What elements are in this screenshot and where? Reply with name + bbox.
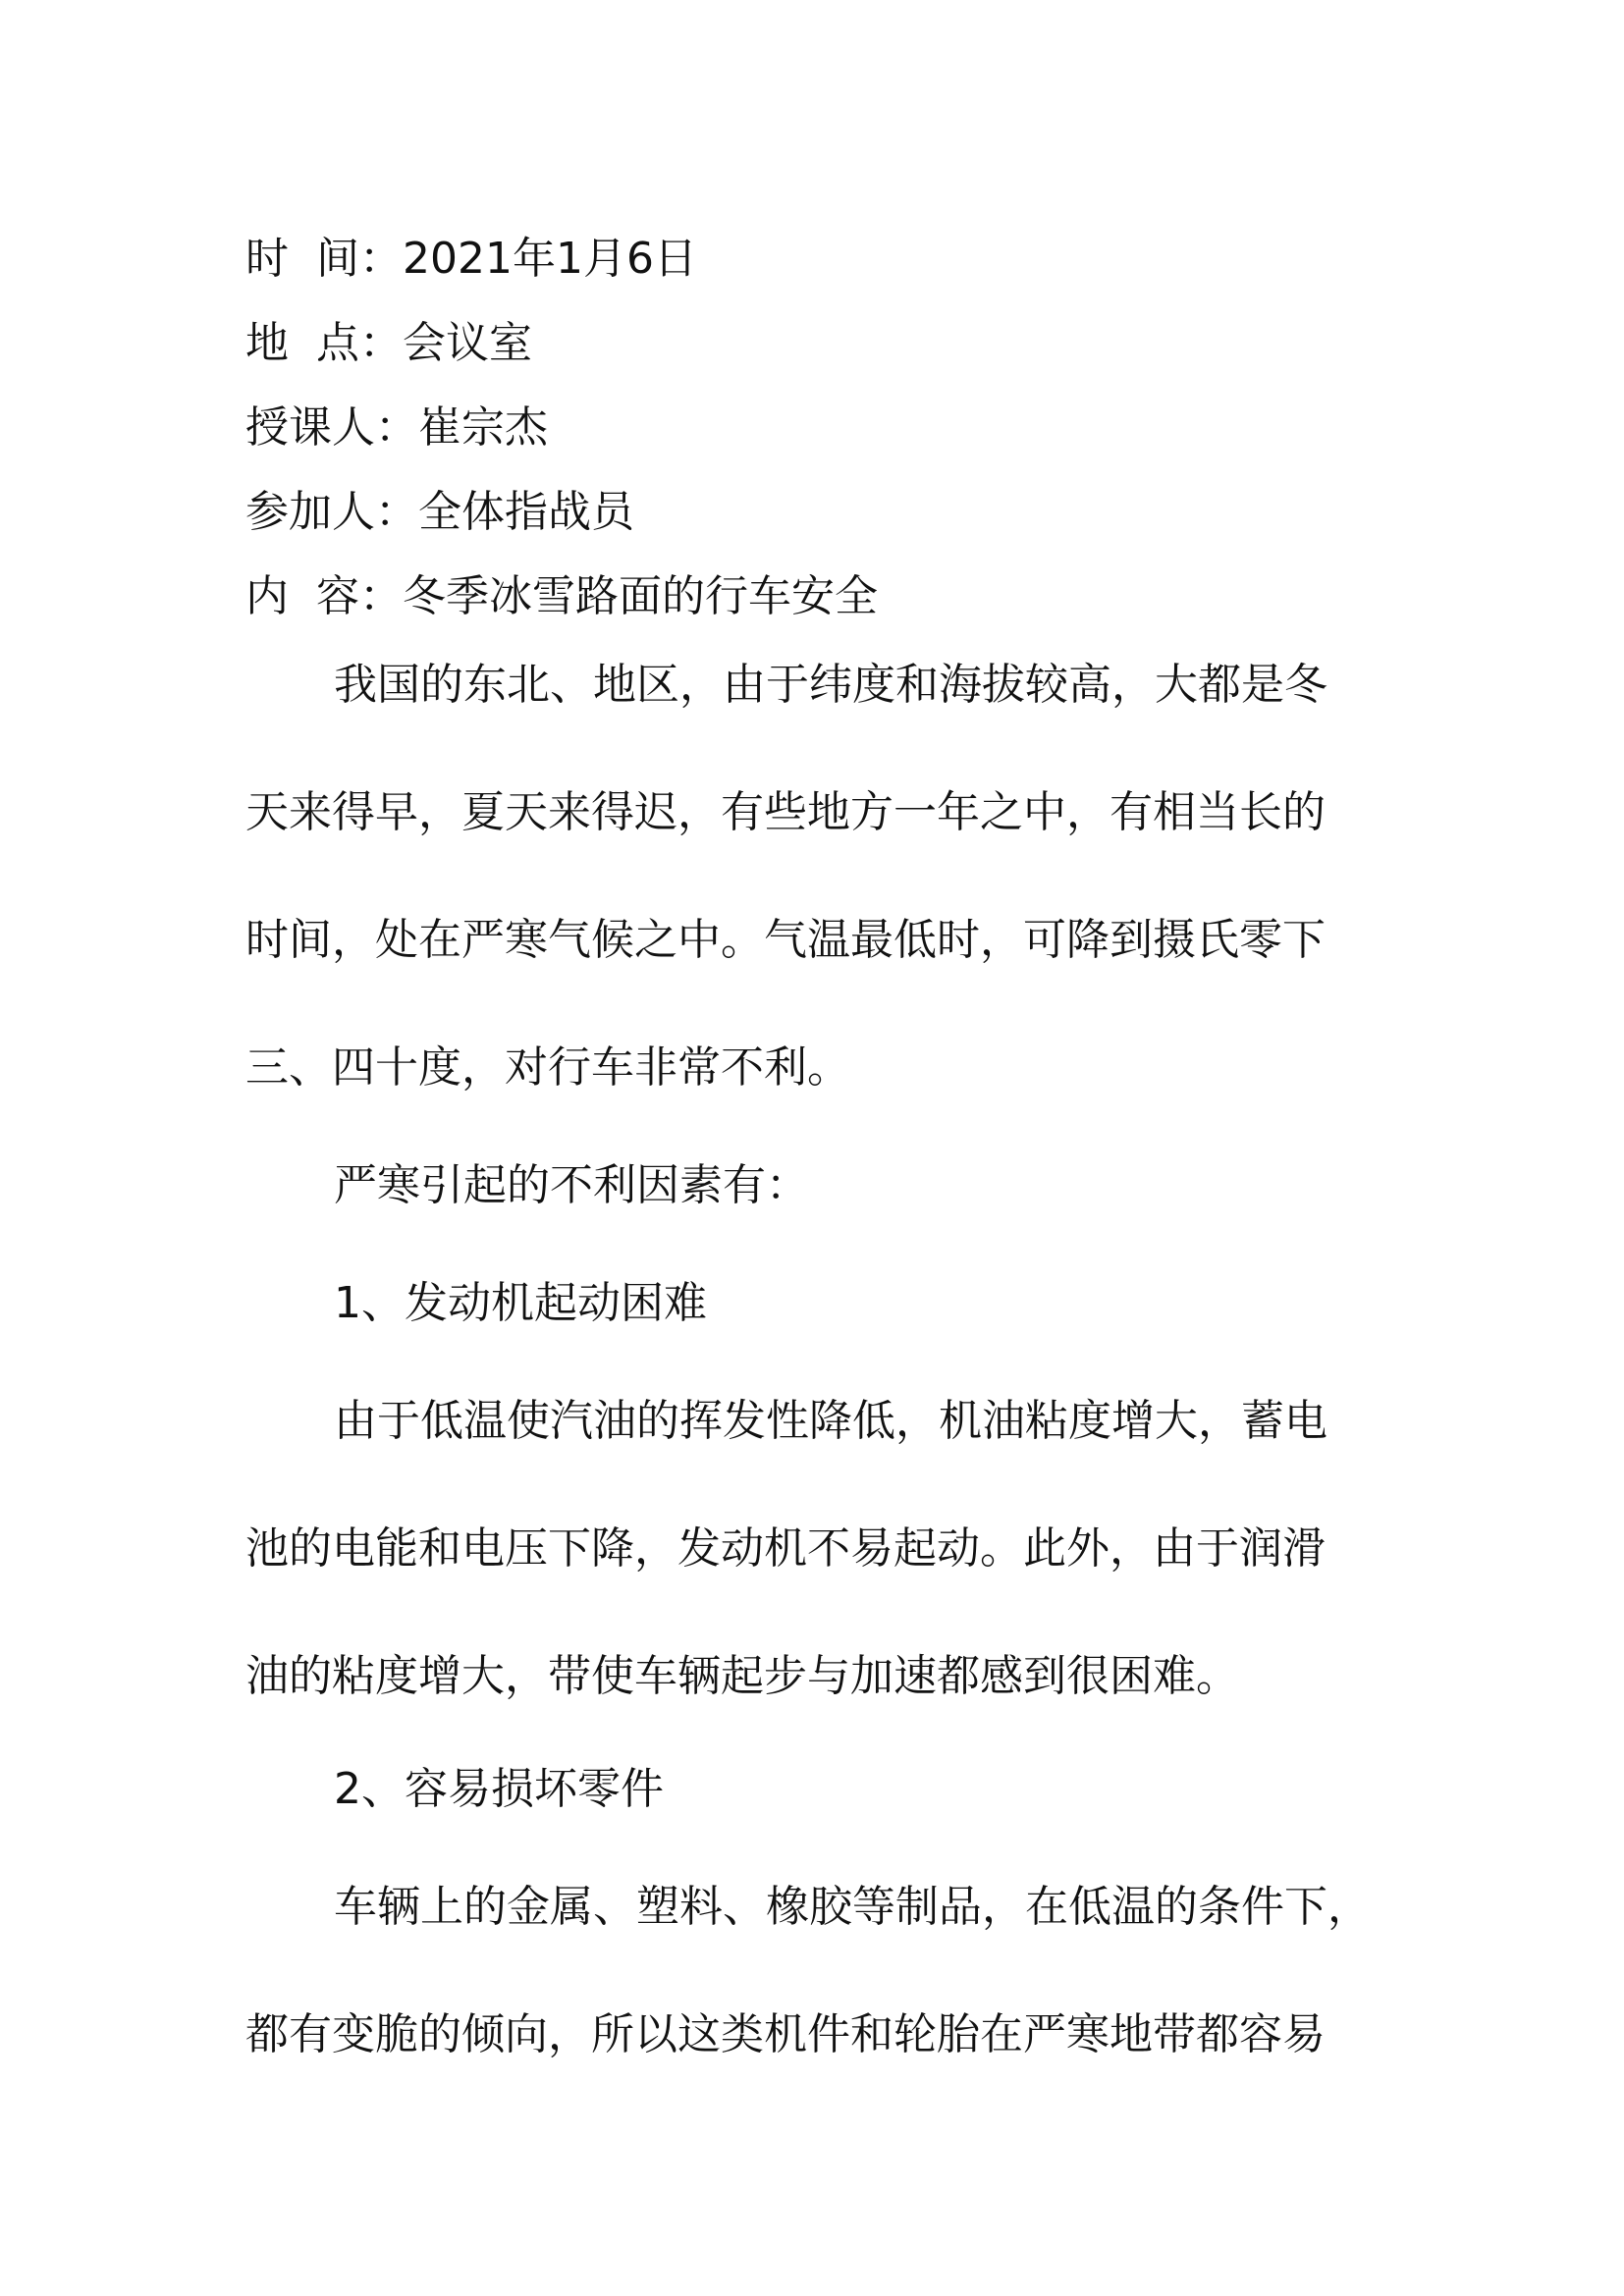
field-participants xyxy=(245,483,1384,542)
field-label: 地 点 xyxy=(245,318,359,368)
factors-heading: 严寒引起的不利因素有： xyxy=(334,1160,809,1210)
field-value: 崔宗杰 xyxy=(418,402,548,453)
field-separator: ： xyxy=(375,402,418,453)
item-title: 1、发动机起动困难 xyxy=(334,1278,707,1328)
field-value: 冬季冰雪路面的行车安全 xyxy=(402,571,878,621)
paragraph-line: 天来得早，夏天来得迟，有些地方一年之中，有相当长的 xyxy=(245,787,1326,837)
paragraph-line: 油的粘度增大，带使车辆起步与加速都感到很困难。 xyxy=(245,1651,1239,1701)
field-label: 参加人 xyxy=(245,487,375,537)
field-content xyxy=(245,567,1384,626)
paragraph-line: 车辆上的金属、塑料、橡胶等制品，在低温的条件下， xyxy=(334,1882,1371,1932)
paragraph-line: 三、四十度，对行车非常不利。 xyxy=(245,1042,850,1093)
field-place xyxy=(245,314,1384,373)
paragraph-line: 我国的东北、地区，由于纬度和海拔较高，大都是冬 xyxy=(334,660,1327,710)
field-value: 2021年1月6日 xyxy=(402,234,697,284)
field-separator: ： xyxy=(358,318,403,368)
paragraph-line: 由于低温使汽油的挥发性降低，机油粘度增大，蓄电 xyxy=(334,1396,1327,1446)
item-title: 2、容易损坏零件 xyxy=(334,1764,664,1814)
field-value: 会议室 xyxy=(402,318,532,368)
paragraph-line: 时间，处在严寒气候之中。气温最低时，可降到摄氏零下 xyxy=(245,915,1326,965)
field-lecturer xyxy=(245,399,1384,457)
field-time xyxy=(245,230,1384,289)
field-label: 内 容 xyxy=(245,571,359,621)
field-label: 授课人 xyxy=(245,402,375,453)
paragraph-line: 池的电能和电压下降，发动机不易起动。此外，由于润滑 xyxy=(245,1523,1326,1574)
paragraph-line: 都有变脆的倾向，所以这类机件和轮胎在严寒地带都容易 xyxy=(245,2009,1326,2059)
field-separator: ： xyxy=(358,571,403,621)
field-value: 全体指战员 xyxy=(418,487,634,537)
field-separator: ： xyxy=(375,487,418,537)
field-separator: ： xyxy=(358,234,403,284)
field-label: 时 间 xyxy=(245,234,359,284)
